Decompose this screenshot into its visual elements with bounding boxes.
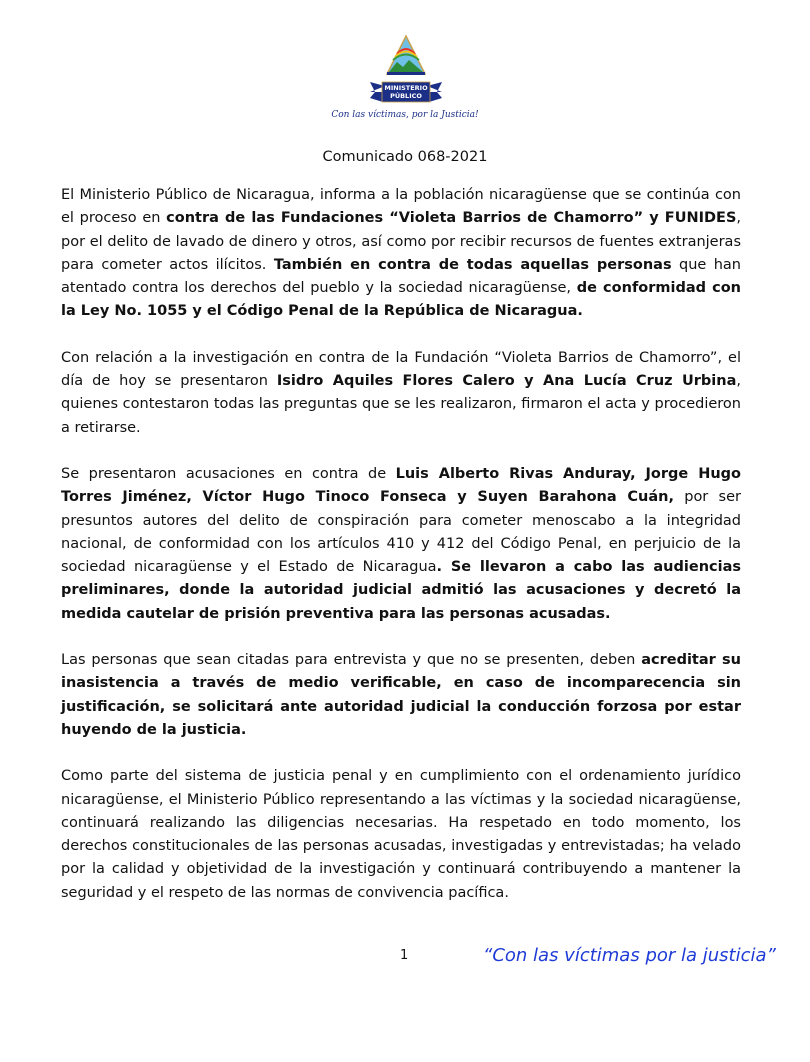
banner-line2: PÚBLICO [390,92,422,100]
bold-text-segment: Isidro Aquiles Flores Calero y Ana Lucía Cruz Urbina [276,373,737,390]
ministerio-publico-logo [325,14,485,126]
text-segment: , quienes contestaron todas las preguntas que se les realizaron, firmaron el acta y procedieron a retirarse. [61,373,741,436]
text-segment: El Ministerio Público de Nicaragua, informa a la población nicaragüense que se continúa con el proceso en [61,187,741,227]
paragraph-1 [61,184,741,324]
paragraph-3 [61,463,741,626]
text-segment: Con relación a la investigación en contra de la Fundación “Violeta Barrios de Chamorro”, el día de hoy se presentaron [61,349,741,390]
paragraph-2 [61,347,741,440]
text-segment: Como parte del sistema de justicia penal y en cumplimiento con el ordenamiento jurídico nicaragüense, el Ministerio Público representando a las víctimas y la sociedad nicaragüense, continuará realizando las diligencias necesarias. Ha respetado en todo momento, los derechos constitucionales de las personas acusadas, investigadas y entrevistadas; ha velado por la calidad y objetividad de la investigación y continuará contribuyendo a mantener la seguridad y el respeto de las normas de convivencia pacífica. [61,768,741,901]
text-segment: que han atentado contra los derechos del pueblo y la sociedad nicaragüense, [61,256,741,297]
document-title: Comunicado 068-2021 [322,149,488,165]
footer-motto: “Con las víctimas por la justicia” [483,945,776,967]
bold-text-segment: acreditar su inasistencia a través de medio verificable, en caso de incomparecencia sin justificación, se solicitará ante autoridad judicial la conducción forzosa por estar huyendo de la justicia. [61,652,742,738]
logo-script-motto: Con las víctimas, por la Justicia! [331,110,479,120]
document-body [61,184,741,905]
text-segment: Se presentaron acusaciones en contra de [61,465,396,482]
bold-text-segment: de conformidad con la Ley No. 1055 y el Código Penal de la República de Nicaragua. [61,280,741,320]
bold-text-segment: . Se llevaron a cabo las audiencias preliminares, donde la autoridad judicial admitió las acusaciones y decretó la medida cautelar de prisión preventiva para las personas acusadas. [61,559,741,622]
page-number: 1 [400,948,409,964]
banner-line1: MINISTERIO [384,84,428,92]
page-footer [0,945,810,975]
paragraph-5 [61,765,741,905]
text-segment: Las personas que sean citadas para entrevista y que no se presenten, deben [61,652,642,669]
bold-text-segment: También en contra de todas aquellas personas [273,256,672,273]
text-segment: , por el delito de lavado de dinero y otros, así como por recibir recursos de fuentes extranjeras para cometer actos ilícitos. [61,210,741,273]
bold-text-segment: Luis Alberto Rivas Anduray, Jorge Hugo Torres Jiménez, Víctor Hugo Tinoco Fonseca y Suyen Barahona Cuán, [61,465,741,506]
text-segment: por ser presuntos autores del delito de conspiración para cometer menoscabo a la integridad nacional, de conformidad con los artículos 410 y 412 del Código Penal, en perjuicio de la sociedad nicaragüense y el Estado de Nicaragua [61,489,741,576]
paragraph-4 [61,649,741,742]
bold-text-segment: contra de las Fundaciones “Violeta Barrios de Chamorro” y FUNIDES [166,210,737,227]
